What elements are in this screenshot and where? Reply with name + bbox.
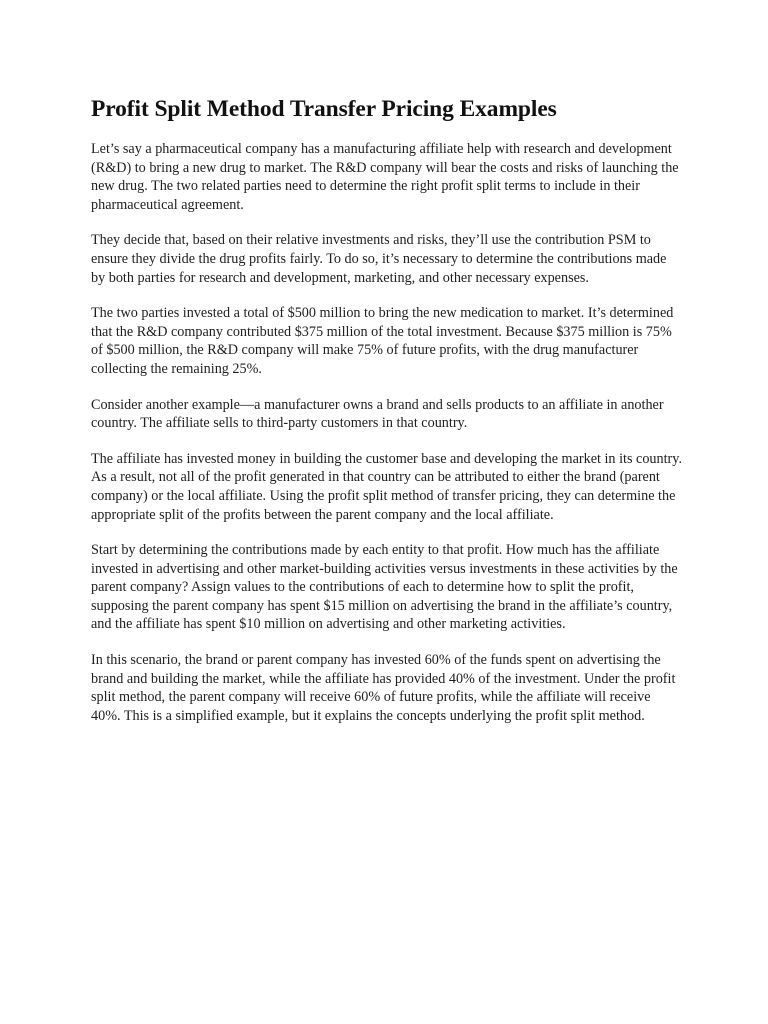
paragraph-determine-contributions: Start by determining the contributions made by each entity to that profit. How much has the affiliate invested in advertising and other market-building activities versus investments in these activities by the parent company? Assign values to the contributions of each to determine how to split the profit, supposing the parent company has spent $15 million on advertising the brand in the affiliate’s country, and the affiliate has spent $10 million on advertising and other marketing activities.	[91, 542, 678, 633]
paragraph-another-example: Consider another example—a manufacturer owns a brand and sells products to an affiliate in another country. The affiliate sells to third-party customers in that country.	[91, 396, 664, 432]
paragraph-investment-split: The two parties invested a total of $500 million to bring the new medication to market. It’s determined that the R&D company contributed $375 million of the total investment. Because $375 million is 75% of $500 million, the R&D company will make 75% of future profits, with the drug manufacturer collecting the remaining 25%.	[91, 305, 674, 377]
paragraph-affiliate-investment: The affiliate has invested money in building the customer base and developing the market in its country. As a result, not all of the profit generated in that country can be attributed to either the brand (parent company) or the local affiliate. Using the profit split method of transfer pricing, they can determine the appropriate split of the profits between the parent company and the local affiliate.	[91, 450, 682, 523]
document-body	[91, 95, 683, 742]
paragraph-contribution-psm: They decide that, based on their relative investments and risks, they’ll use the contribution PSM to ensure they divide the drug profits fairly. To do so, it’s necessary to determine the contributions made by both parties for research and development, marketing, and other necessary expenses.	[91, 232, 667, 286]
paragraph-pharma-example: Let’s say a pharmaceutical company has a manufacturing affiliate help with research and development (R&D) to bring a new drug to market. The R&D company will bear the costs and risks of launching the new drug. The two related parties need to determine the right profit split terms to include in their pharmaceutical agreement.	[91, 141, 679, 213]
document-title: Profit Split Method Transfer Pricing Examples	[91, 96, 557, 122]
paragraph-scenario-result: In this scenario, the brand or parent company has invested 60% of the funds spent on advertising the brand and building the market, while the affiliate has provided 40% of the investment. Under the profit split method, the parent company will receive 60% of future profits, while the affiliate will receive 40%. This is a simplified example, but it explains the concepts underlying the profit split method.	[91, 652, 676, 724]
